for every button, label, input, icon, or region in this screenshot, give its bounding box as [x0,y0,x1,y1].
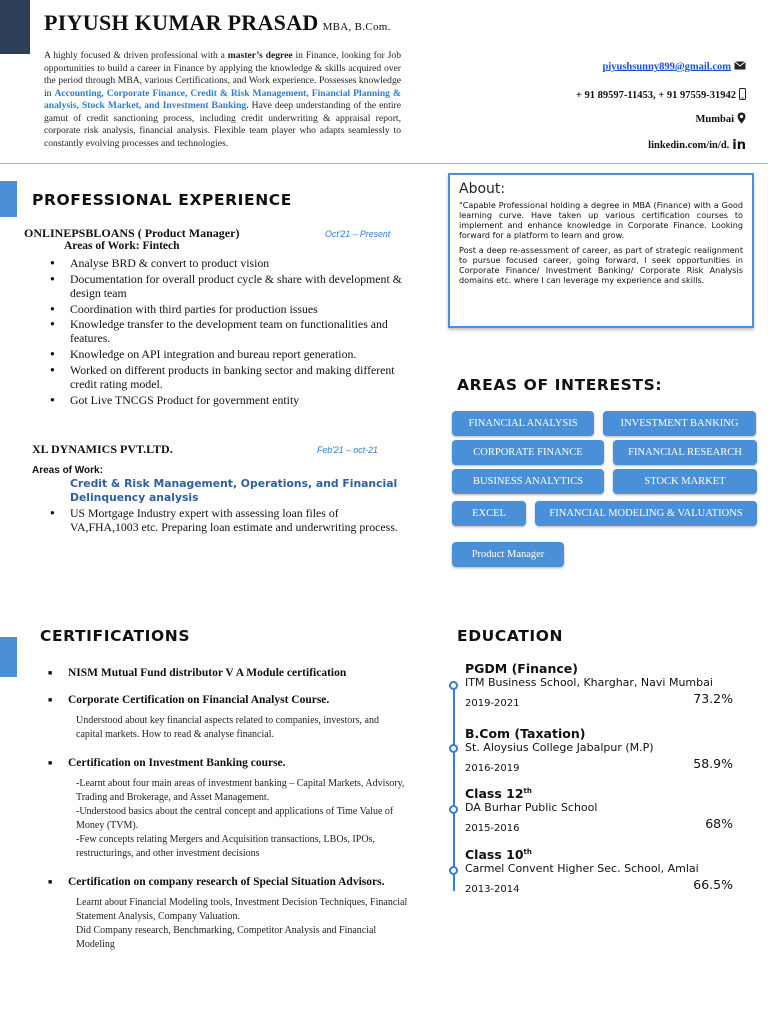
ordinal-suffix: th [523,786,532,795]
certification-title: ■ NISM Mutual Fund distributor V A Module certification [48,666,408,681]
experience-title: PROFESSIONAL EXPERIENCE [32,191,292,209]
education-score: 68% [705,816,733,831]
certification-item [48,875,408,952]
candidate-name [44,10,391,36]
job1-company: ONLINEPSBLOANS ( Product Manager) [24,226,240,240]
list-item: ● Coordination with third parties for production issues [46,302,408,316]
timeline-dot [449,805,458,814]
certification-item [48,666,408,681]
list-item: ● Knowledge on API integration and bureau report generation. [46,347,408,361]
certification-description: Learnt about Financial Modeling tools, Investment Decision Techniques, Financial Statement Analysis, Company Valuation. Did Company research, Benchmarking, Competitor Analysis and Financial Modeling [76,897,408,950]
ordinal-suffix: th [523,847,532,856]
education-title: EDUCATION [457,627,564,645]
contact-linkedin[interactable] [648,138,746,153]
education-years: 2019-2021 [465,698,520,709]
degrees-text: MBA, B.Com. [322,21,391,33]
envelope-icon [734,61,746,73]
name-text: PIYUSH KUMAR PRASAD [44,10,319,35]
education-school: ITM Business School, Kharghar, Navi Mumbai [465,676,713,689]
certification-item [48,756,408,861]
job1-areas: Areas of Work: Fintech [64,240,180,252]
list-item: ● Knowledge transfer to the development team on functionalities and features. [46,317,408,345]
experience-section-tab [0,181,17,217]
education-score: 58.9% [693,756,733,771]
education-score: 73.2% [693,691,733,706]
list-item: ● Got Live TNCGS Product for government entity [46,393,408,407]
interests-title: AREAS OF INTERESTS: [457,376,663,394]
phone-icon [739,88,746,103]
interest-tag: STOCK MARKET [613,469,757,494]
job2-areas-label: Areas of Work: [32,465,103,476]
interest-tag: FINANCIAL MODELING & VALUATIONS [535,501,757,526]
timeline-dot [449,866,458,875]
interest-tag: FINANCIAL ANALYSIS [452,411,594,436]
education-entry [465,847,733,896]
location-pin-icon [737,112,746,127]
job1-date: Oct'21 – Present [325,229,391,239]
summary-highlight: Accounting, Corporate Finance, Credit & Risk Management, Financial Planning & analysis, Stock Market, and Investment Banking [44,87,401,111]
interest-tag: FINANCIAL RESEARCH [613,440,757,465]
job1-bullets [46,256,408,409]
certification-description: -Learnt about four main areas of investment banking – Capital Markets, Advisory, Trading and Brokerage, and Asset Management. -Understood basics about the central concept and applications of Time Value of Money (TVM). -Few concepts relating Mergers and Acquisition transactions, LBOs, IPOs, restructurings, and other investment decisions [76,778,405,859]
linkedin-icon: in [732,138,746,153]
education-years: 2015-2016 [465,823,520,834]
header-divider [0,163,768,164]
education-entry [465,661,733,710]
education-degree-wrap [465,847,733,862]
education-entry [465,786,733,835]
list-item: ● Documentation for overall product cycle & share with development & design team [46,272,408,300]
header-accent-block [0,0,30,54]
contact-phone [576,88,746,103]
summary-text-2: in Finance, looking for Job opportunities to build a career in Finance by applying the knowledge & skills acquired over the period through MBA, various Certifications, and Work experience. Possesses knowledge in [44,50,401,99]
education-years: 2013-2014 [465,884,520,895]
job2-date: Feb'21 – oct-21 [317,445,378,455]
contact-email[interactable] [602,61,746,73]
about-title: About: [459,181,506,197]
certification-item [48,693,408,742]
summary-text-3: . Have deep understanding of the entire gamut of credit sanctioning process, including credit underwriting & appraisal report, corporate risk analysis, financial analysis. Flexible team player who adapts seamlessly to constantly evolving processes and technologies. [44,100,401,149]
list-item: ● Worked on different products in banking sector and making different credit rating model. [46,363,408,391]
linkedin-text[interactable]: linkedin.com/in/d. [648,139,730,151]
education-timeline [453,681,455,891]
interest-tag: INVESTMENT BANKING [603,411,756,436]
list-item: ● US Mortgage Industry expert with assessing loan files of VA,FHA,1003 etc. Preparing loan estimate and underwriting process. [46,506,408,534]
job2-bullets [46,506,408,536]
timeline-dot [449,744,458,753]
about-paragraph-2: Post a deep re-assessment of career, as part of strategic realignment to pursue focused career, going forward, I seek opportunities in Corporate Finance/ Investment Banking/ Corporate Risk Analysis domains etc. where I can leverage my experience and skills. [459,245,743,285]
certifications-section-tab [0,637,17,677]
interest-tag: CORPORATE FINANCE [452,440,604,465]
education-years: 2016-2019 [465,763,520,774]
education-score: 66.5% [693,877,733,892]
education-school: Carmel Convent Higher Sec. School, Amlai [465,862,699,875]
certification-title: ■ Certification on Investment Banking course. [48,756,408,771]
certification-title: ■ Corporate Certification on Financial Analyst Course. [48,693,408,708]
education-school: DA Burhar Public School [465,801,598,814]
job2-company: XL DYNAMICS PVT.LTD. [32,442,173,456]
list-item: ● Analyse BRD & convert to product vision [46,256,408,270]
interest-tag: BUSINESS ANALYTICS [452,469,604,494]
about-box [448,173,754,328]
about-paragraph-1: "Capable Professional holding a degree in MBA (Finance) with a Good learning curve. Have taken up various certification courses to implement and enhance knowledge in Corporate Finance. Looking forward for a platform to learn and grow. [459,200,743,240]
education-degree: B.Com (Taxation) [465,726,586,741]
education-degree-wrap [465,786,733,801]
city-text: Mumbai [695,113,734,125]
job2-areas-detail: Credit & Risk Management, Operations, and Financial Delinquency analysis [70,477,398,504]
phone-text: + 91 89597-11453, + 91 97559-31942 [575,89,736,101]
summary-bold: master’s degree [227,50,293,61]
timeline-dot [449,681,458,690]
education-degree: Class 12 [465,786,524,801]
certification-title: ■ Certification on company research of Special Situation Advisors. [48,875,408,890]
education-degree: Class 10 [465,847,524,862]
profile-summary [44,50,401,150]
interest-tag: EXCEL [452,501,526,526]
certifications-title: CERTIFICATIONS [40,627,191,645]
email-link[interactable]: piyushsunny899@gmail.com [602,61,731,73]
certification-description: Understood about key financial aspects related to companies, investors, and capital markets. How to read & analyse financial. [76,715,379,740]
summary-text-1: A highly focused & driven professional with a [44,50,228,61]
education-school: St. Aloysius College Jabalpur (M.P) [465,741,654,754]
education-entry [465,726,733,775]
education-degree: PGDM (Finance) [465,661,578,676]
contact-location [695,112,746,127]
interest-tag: Product Manager [452,542,564,567]
